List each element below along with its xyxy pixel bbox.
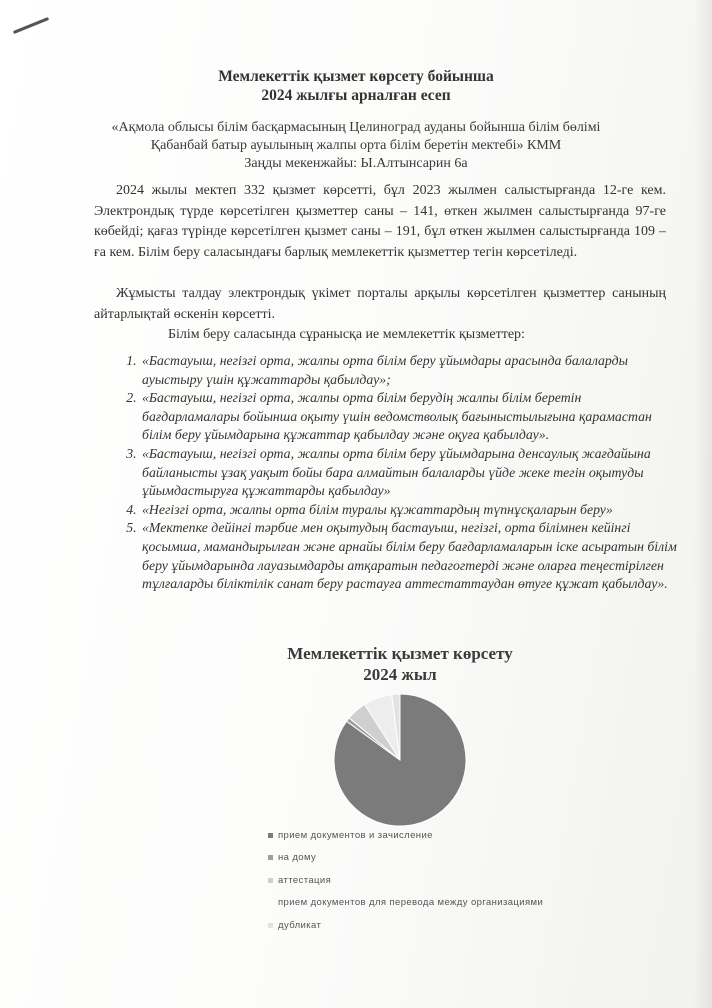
legend-item <box>268 847 688 870</box>
legend-label: аттестация <box>278 874 332 886</box>
chart-title-line2: 2024 жыл <box>363 665 437 684</box>
analysis-paragraph: Жұмысты талдау электрондық үкімет порталы арқылы көрсетілген қызметтер санының айтарлықтай өскенін көрсетті. <box>94 286 666 322</box>
service-item-5: 5. «Мектепке дейінгі тәрбие мен оқытудың бастауыш, негізгі, орта білімнен кейінгі қосымша, мамандырылған және арнайы білім беру бағдарламаларын іске асыратын білім беру ұйымдарында лауазымдарды атқаратын педагогтерді және оларға теңестірілген тұлғаларды біліктілік санат беру растауға аттестаттаудан өтуге құжат қабылдау». <box>140 519 678 593</box>
services-list-intro: Білім беру саласында сұранысқа ие мемлекеттік қызметтер: <box>168 327 525 342</box>
chart-legend <box>268 824 688 937</box>
services-list <box>118 352 678 594</box>
legend-item <box>268 869 688 892</box>
legal-address: Заңды мекенжайы: Ы.Алтынсарин 6а <box>244 156 468 171</box>
legend-swatch <box>268 923 273 928</box>
chart-title-line1: Мемлекеттік қызмет көрсету <box>287 644 513 663</box>
legend-swatch <box>268 855 273 860</box>
legend-item <box>268 892 688 915</box>
legend-label: прием документов для перевода между организациями <box>278 897 544 909</box>
service-item-1: 1. «Бастауыш, негізгі орта, жалпы орта білім беру ұйымдары арасында балаларды ауыстыру үшін құжаттарды қабылдау»; <box>140 352 678 389</box>
legend-swatch <box>268 900 273 905</box>
pen-mark <box>13 17 49 34</box>
pie-slices <box>334 694 466 826</box>
summary-paragraph: 2024 жылы мектеп 332 қызмет көрсетті, бұл 2023 жылмен салыстырғанда 12-ге кем. Электрондық түрде көрсетілген қызметтер саны – 141, өткен жылмен салыстырғанда 97-ге көбейді; қағаз түрінде көрсетілген қызмет саны – 191, бұл өткен жылмен салыстырғанда 109 – ға кем. Білім беру саласындағы барлық мемлекеттік қызметтер тегін көрсетіледі. <box>94 183 666 260</box>
legend-swatch <box>268 833 273 838</box>
pie-chart <box>330 690 470 830</box>
legend-label: прием документов и зачисление <box>278 829 433 841</box>
legend-swatch <box>268 878 273 883</box>
report-title-line1: Мемлекеттік қызмет көрсету бойынша <box>218 68 494 85</box>
service-item-4: 4. «Негізгі орта, жалпы орта білім туралы құжаттардың түпнұсқаларын беру» <box>140 501 678 520</box>
organization-name-line2: Қабанбай батыр ауылының жалпы орта білім беретін мектебі» КММ <box>150 138 562 153</box>
report-title-line2: 2024 жылғы арналған есеп <box>261 87 451 104</box>
service-item-3: 3. «Бастауыш, негізгі орта, жалпы орта білім беру ұйымдарына денсаулық жағдайына байланысты ұзақ уақыт бойы бара алмайтын балаларды үйде жеке тегін оқытуды ұйымдастыруға құжаттарды қабылдау» <box>140 445 678 501</box>
legend-label: на дому <box>278 852 317 864</box>
legend-item <box>268 914 688 937</box>
organization-name-line1: «Ақмола облысы білім басқармасының Целиноград ауданы бойынша білім бөлімі <box>111 120 601 135</box>
service-item-2: 2. «Бастауыш, негізгі орта, жалпы орта білім берудің жалпы білім беретін бағдарламалары бойынша оқыту үшін ведомстволық бағыныстылығына қарамастан білім беру ұйымдарына құжаттар қабылдау және оқуға қабылдау». <box>140 389 678 445</box>
legend-label: дубликат <box>278 919 322 931</box>
legend-item <box>268 824 688 847</box>
